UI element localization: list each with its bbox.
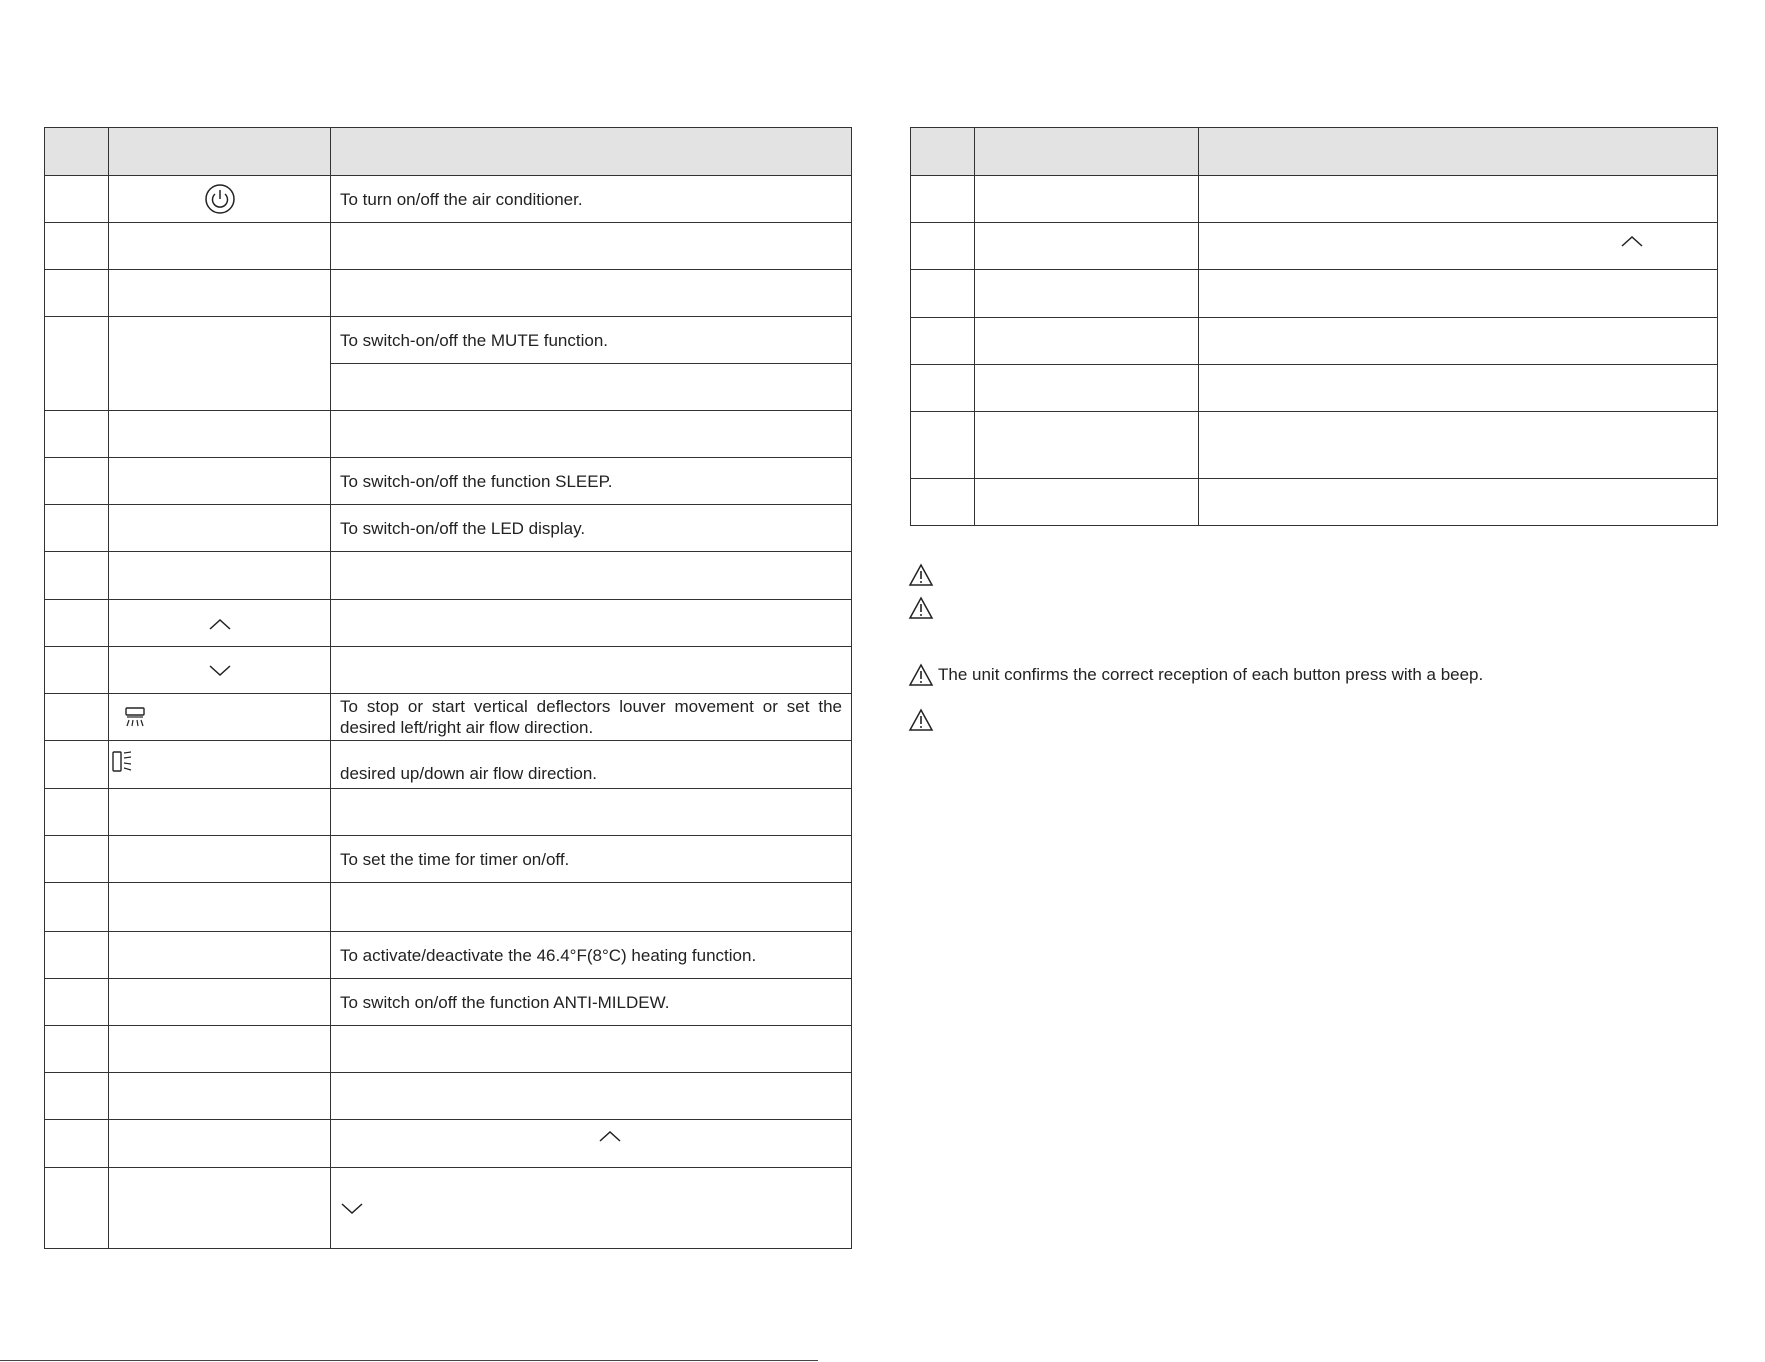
table-row [45,458,852,505]
button-cell [109,552,331,600]
button-cell [109,270,331,317]
button-cell [109,932,331,979]
button-cell [975,176,1199,223]
function-description: To switch-on/off the MUTE function. [331,317,852,364]
warning-icon [908,596,934,620]
table-row [45,223,852,270]
table-row [45,883,852,932]
table-row [45,694,852,741]
function-description [331,789,852,836]
header-cell-function [331,128,852,176]
table-row [45,1073,852,1120]
function-description [331,552,852,600]
function-description [1199,412,1718,479]
function-description [331,883,852,932]
table-row [45,1120,852,1168]
vertical-louver-icon [123,706,147,728]
table-row [45,552,852,600]
button-cell [109,411,331,458]
table-row [45,932,852,979]
function-description: To switch-on/off the function SLEEP. [331,458,852,505]
button-cell [109,979,331,1026]
function-description: To turn on/off the air conditioner. [331,176,852,223]
row-number-cell [45,458,109,505]
table-row [911,270,1718,318]
row-number-cell [911,318,975,365]
function-description [331,1073,852,1120]
header-cell-number [45,128,109,176]
function-description [331,223,852,270]
warning-icon [908,563,934,587]
function-description [1199,223,1718,270]
warning-icon [908,708,934,732]
row-number-cell [45,552,109,600]
table-row [45,979,852,1026]
table-row [45,411,852,458]
table-row [45,741,852,789]
table-header-row [911,128,1718,176]
table-row [911,223,1718,270]
warning-icon [908,663,934,687]
table-row [45,836,852,883]
row-number-cell [45,979,109,1026]
button-cell [109,176,331,223]
table-row [45,317,852,364]
table-header-row [45,128,852,176]
button-cell [975,270,1199,318]
button-cell [109,694,331,741]
chevron-up-icon [208,617,232,631]
power-icon [204,183,236,215]
function-description [1199,176,1718,223]
header-cell-button [109,128,331,176]
button-cell [109,1168,331,1249]
table-row [911,176,1718,223]
header-cell-button [975,128,1199,176]
table-row [45,176,852,223]
table-row [45,647,852,694]
button-cell [975,318,1199,365]
table-row [45,505,852,552]
row-number-cell [45,694,109,741]
table-row [911,318,1718,365]
function-description: desired up/down air flow direction. [331,741,852,789]
table-row [911,365,1718,412]
function-description [1199,479,1718,526]
button-cell [109,789,331,836]
note-item [908,663,1483,687]
function-description [1199,270,1718,318]
button-cell [109,741,331,789]
button-cell [109,647,331,694]
function-description [331,1168,852,1249]
button-cell [975,479,1199,526]
button-cell [975,412,1199,479]
button-cell [109,505,331,552]
button-cell [109,600,331,647]
button-cell [109,1026,331,1073]
function-description [331,1026,852,1073]
note-item [908,596,938,620]
row-number-cell [45,223,109,270]
function-description: To activate/deactivate the 46.4°F(8°C) heating function. [331,932,852,979]
button-cell [109,1120,331,1168]
button-function-table-left [44,127,852,1249]
table-row [45,789,852,836]
function-description [331,270,852,317]
button-cell [975,365,1199,412]
row-number-cell [45,836,109,883]
table-row [911,479,1718,526]
row-number-cell [45,600,109,647]
row-number-cell [911,270,975,318]
row-number-cell [911,176,975,223]
row-number-cell [45,1073,109,1120]
row-number-cell [45,1026,109,1073]
row-number-cell [45,1168,109,1249]
note-text: The unit confirms the correct reception of each button press with a beep. [938,665,1484,684]
row-number-cell [45,411,109,458]
table-row [45,1026,852,1073]
function-description [1199,365,1718,412]
button-function-table-right [910,127,1718,526]
header-cell-function [1199,128,1718,176]
function-description [331,364,852,411]
table-row [45,1168,852,1249]
chevron-down-icon [340,1202,364,1216]
row-number-cell [911,479,975,526]
function-description: To stop or start vertical deflectors louver movement or set the desired left/right air flow direction. [331,694,852,741]
row-number-cell [45,505,109,552]
button-cell [975,223,1199,270]
row-number-cell [45,932,109,979]
row-number-cell [45,647,109,694]
row-number-cell [45,741,109,789]
table-row [45,270,852,317]
function-description: To set the time for timer on/off. [331,836,852,883]
row-number-cell [45,270,109,317]
function-description [331,647,852,694]
row-number-cell [45,789,109,836]
row-number-cell [911,412,975,479]
row-number-cell [45,317,109,411]
chevron-up-icon [598,1129,622,1143]
button-cell [109,1073,331,1120]
function-description: To switch on/off the function ANTI-MILDEW. [331,979,852,1026]
row-number-cell [45,883,109,932]
button-cell [109,836,331,883]
note-item [908,708,938,732]
row-number-cell [45,1120,109,1168]
function-description [1199,318,1718,365]
button-cell [109,883,331,932]
table-row [911,412,1718,479]
row-number-cell [45,176,109,223]
row-number-cell [911,365,975,412]
footer-divider [0,1360,818,1361]
chevron-up-icon [1620,234,1644,248]
header-cell-number [911,128,975,176]
function-description [331,411,852,458]
function-description: To switch-on/off the LED display. [331,505,852,552]
table-row [45,600,852,647]
chevron-down-icon [208,664,232,678]
button-cell [109,458,331,505]
horizontal-louver-icon [111,749,135,775]
function-description [331,600,852,647]
row-number-cell [911,223,975,270]
function-description [331,1120,852,1168]
button-cell [109,317,331,411]
button-cell [109,223,331,270]
note-item [908,563,938,587]
